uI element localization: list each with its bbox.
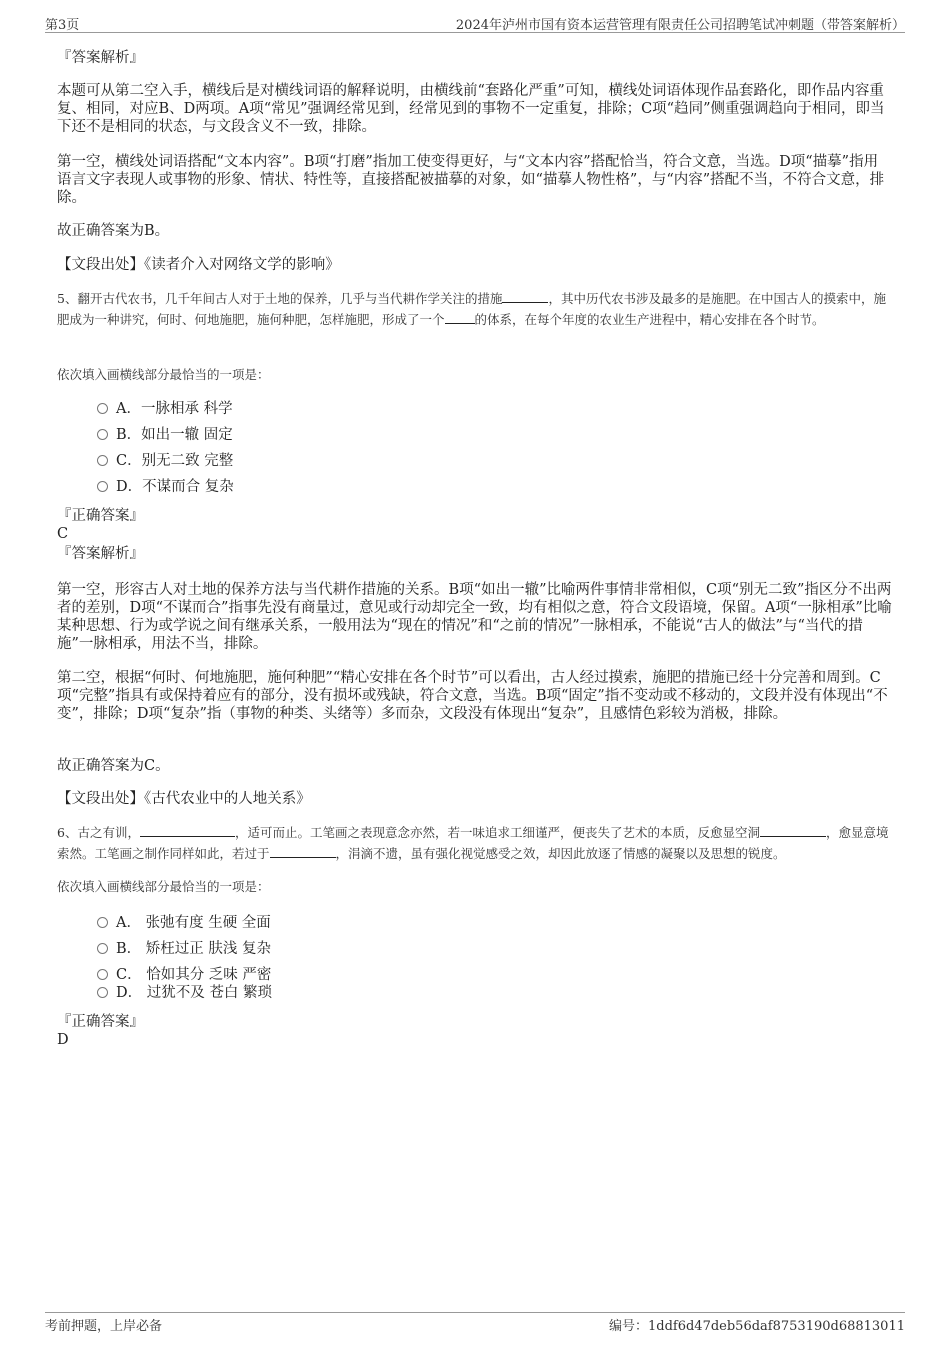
q5-stem-part-1: 5、翻开古代农书，几千年间古人对于土地的保养，几乎与当代耕作学关注的措施: [57, 291, 503, 306]
radio-icon[interactable]: [97, 987, 108, 998]
document-title: 2024年泸州市国有资本运营管理有限责任公司招聘笔试冲刺题（带答案解析）: [455, 18, 905, 33]
q5-stem-part-3: 的体系，在每个年度的农业生产进程中，精心安排在各个时节。: [474, 312, 825, 327]
footer-slogan: 考前押题，上岸必备: [45, 1319, 163, 1334]
q6-blank-3: [270, 845, 336, 858]
page-number: 第3页: [45, 18, 80, 33]
q5-option-b-label: B．如出一辙 固定: [116, 427, 233, 443]
q6-option-a[interactable]: [97, 914, 271, 932]
q6-option-d[interactable]: [97, 984, 272, 1002]
document-id: 编号：1ddf6d47deb56daf8753190d68813011: [608, 1319, 905, 1334]
q6-stem-part-4: ，涓滴不遗，虽有强化视觉感受之效，却因此放逐了情感的凝聚以及思想的锐度。: [335, 846, 786, 861]
q5-option-c-label: C．别无二致 完整: [116, 453, 234, 469]
q5-option-b[interactable]: [97, 426, 233, 444]
q6-prompt: 依次填入画横线部分最恰当的一项是：: [57, 879, 270, 894]
q6-option-a-label: A． 张弛有度 生硬 全面: [116, 915, 271, 931]
q6-stem-part-1: 6、古之有训，: [57, 825, 140, 840]
q5-analysis-label: 『答案解析』: [57, 546, 144, 562]
q5-stem: [57, 288, 892, 330]
q4-source: 【文段出处】《读者介入对网络文学的影响》: [57, 257, 340, 273]
q6-option-c[interactable]: [97, 966, 271, 984]
radio-icon[interactable]: [97, 429, 108, 440]
q5-blank-2: [445, 311, 475, 324]
q4-analysis-p2: 第一空，横线处词语搭配“文本内容”。B项“打磨”指加工使变得更好，与“文本内容”搭配恰当，符合文意，当选。D项“描摹”指用语言文字表现人或事物的形象、情状、特性等，直接搭配被描摹的对象，如“描摹人物性格”，与“内容”搭配不当，不符合文意，排除。: [57, 154, 885, 206]
q6-answer-label: 『正确答案』: [57, 1014, 144, 1030]
q5-answer-label: 『正确答案』: [57, 508, 144, 524]
q6-option-b-label: B． 矫枉过正 肤浅 复杂: [116, 941, 271, 957]
q5-source: 【文段出处】《古代农业中的人地关系》: [57, 791, 311, 807]
radio-icon[interactable]: [97, 943, 108, 954]
q5-analysis-p1: 第一空，形容古人对土地的保养方法与当代耕作措施的关系。B项“如出一辙”比喻两件事情非常相似，C项“别无二致”指区分不出两者的差别，D项“不谋而合”指事先没有商量过，意见或行动却完全一致，均有相似之意，符合文段语境，保留。A项“一脉相承”比喻某种思想、行为或学说之间有继承关系，一般用法为“现在的情况”和“之前的情况”一脉相承，不能说“古人的做法”与“当代的措施”一脉相承，用法不当，排除。: [57, 582, 892, 652]
radio-icon[interactable]: [97, 403, 108, 414]
radio-icon[interactable]: [97, 455, 108, 466]
q6-option-d-label: D． 过犹不及 苍白 繁琐: [116, 985, 272, 1001]
q5-option-a[interactable]: [97, 400, 233, 418]
q5-option-d[interactable]: [97, 478, 234, 496]
q5-option-a-label: A．一脉相承 科学: [116, 401, 233, 417]
radio-icon[interactable]: [97, 481, 108, 492]
q4-analysis-p1: 本题可从第二空入手，横线后是对横线词语的解释说明，由横线前“套路化严重”可知，横线处词语体现作品套路化，即作品内容重复、相同，对应B、D两项。A项“常见”强调经常见到，经常见到的事物不一定重复，排除；C项“趋同”侧重强调趋向于相同，即当下还不是相同的状态，与文段含义不一致，排除。: [57, 83, 885, 135]
radio-icon[interactable]: [97, 969, 108, 980]
q6-answer: D: [57, 1032, 69, 1048]
q5-blank-1: [502, 290, 548, 303]
q6-blank-2: [760, 824, 826, 837]
q6-option-b[interactable]: [97, 940, 271, 958]
q5-analysis-p2: 第二空，根据“何时、何地施肥，施何种肥”“精心安排在各个时节”可以看出，古人经过摸索，施肥的措施已经十分完善和周到。C项“完整”指具有或保持着应有的部分，没有损坏或残缺，符合文意，当选。B项“固定”指不变动或不移动的，文段并没有体现出“不变”，排除；D项“复杂”指（事物的种类、头绪等）多而杂，文段没有体现出“复杂”，且感情色彩较为消极，排除。: [57, 670, 888, 722]
q5-stem-part-2: ，其中历代农书涉及最多的是施肥。在中国古人的摸索中，施肥成为一种讲究，何时、何地施肥，施何种肥，怎样施肥，形成了一个: [57, 291, 886, 327]
q6-blank-1: [140, 824, 235, 837]
q6-stem-part-2: ，适可而止。工笔画之表现意念亦然，若一味追求工细谨严，便丧失了艺术的本质，反愈显空洞: [234, 825, 760, 840]
q5-option-d-label: D．不谋而合 复杂: [116, 479, 234, 495]
page-header: [45, 14, 905, 33]
q4-analysis-label: 『答案解析』: [57, 50, 144, 66]
q4-conclusion: 故正确答案为B。: [57, 223, 170, 239]
page-footer: [45, 1312, 905, 1333]
q6-stem: [57, 822, 892, 864]
q5-conclusion: 故正确答案为C。: [57, 758, 170, 774]
q6-stem-part-3: ，愈显意境索然。工笔画之制作同样如此，若过于: [57, 825, 889, 861]
q6-option-c-label: C． 恰如其分 乏味 严密: [116, 967, 272, 983]
q5-prompt: 依次填入画横线部分最恰当的一项是：: [57, 367, 270, 382]
q5-answer: C: [57, 526, 69, 542]
radio-icon[interactable]: [97, 917, 108, 928]
q5-option-c[interactable]: [97, 452, 233, 470]
